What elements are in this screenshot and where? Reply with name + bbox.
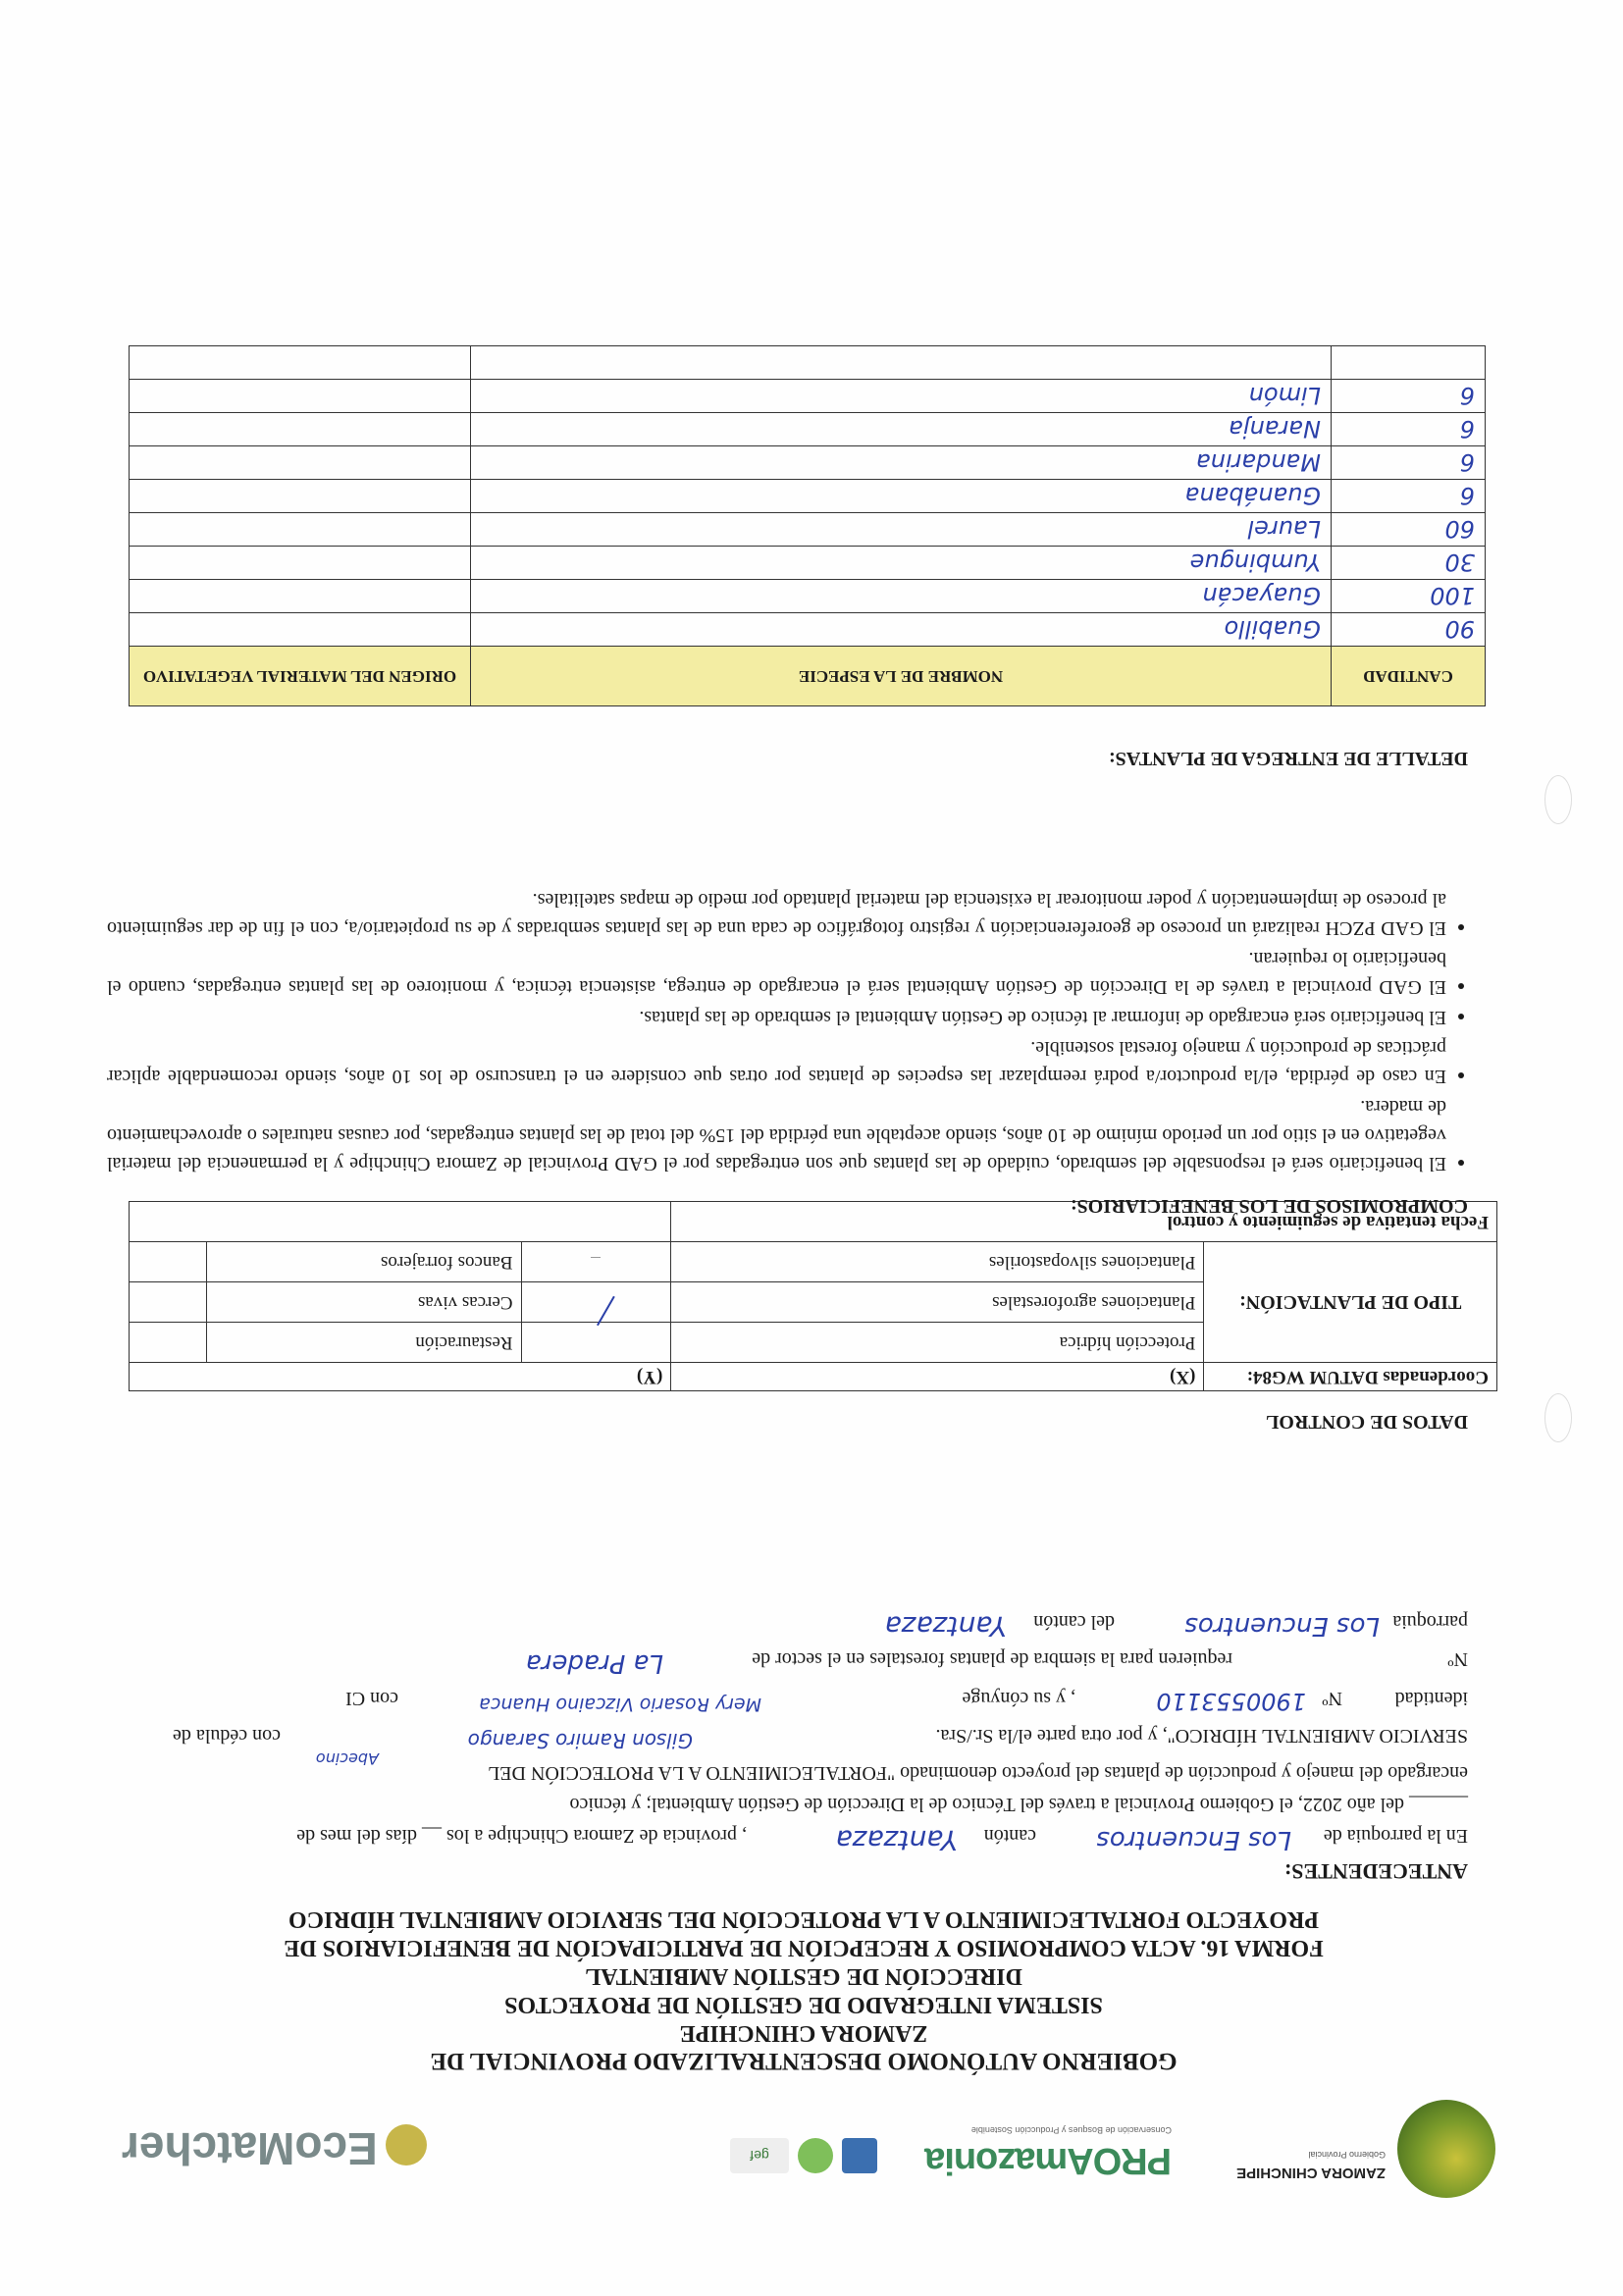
- checkbox-bancos-forrajeros: [130, 1242, 207, 1282]
- compromiso-item: • El GAD PZCH realizará un proceso de georeferenciación y registro fotográfico de cada una de las plantas sembradas y de su propietario/a, con el fin de dar seguimiento al proceso de implementación y poder monitorear la existencia del material plantado por medio de mapas satelitales.: [107, 885, 1446, 942]
- table-row: 6 Naranja: [130, 413, 1486, 446]
- proamazonia-logo: PROAmazonia Conservación de Bosques y Producción Sostenible: [925, 2125, 1172, 2181]
- col-origen-material: ORIGEN DEL MATERIAL VEGETATIVO: [130, 647, 471, 706]
- table-row: 30 Yumbingue: [130, 547, 1486, 580]
- coordinates-row: [130, 1363, 1497, 1391]
- compromiso-item: • El GAD provincial a través de la Dirección de Gestión Ambiental será el encargado de entrega, asistencia técnica, y monitoreo de las plantas entregadas, cuando el beneficiario lo requieran.: [107, 944, 1446, 1001]
- dash-mark-icon: [591, 1257, 601, 1258]
- fecha-seguimiento-label: Fecha tentativa de seguimiento y control: [671, 1202, 1497, 1242]
- coord-x: (X): [671, 1363, 1204, 1391]
- document-title: GOBIERNO AUTÓNOMO DESCENTRALIZADO PROVINCIAL DE ZAMORA CHINCHIPE SISTEMA INTEGRADO DE GESTIÓN DE PROYECTOS DIRECCIÓN DE GESTIÓN AMBIENTAL FORMA 16. ACTA COMPROMISO Y RECEPCIÓN DE PARTICIPACIÓN DE BENEFICIARIOS DE PROYECTO FORTALECIMIENTO A LA PROTECCIÓN DEL SERVICIO AMBIENTAL HÍDRICO: [284, 1906, 1324, 2074]
- antecedentes-heading: ANTECEDENTES:: [1283, 1859, 1468, 1884]
- ministry-logo-icon: [798, 2138, 833, 2173]
- zamora-emblem-icon: [1397, 2100, 1495, 2198]
- checkbox-plantaciones-silvopastoriles: [521, 1242, 671, 1282]
- punch-hole-mark: [1544, 1393, 1572, 1442]
- option-proteccion-hidrica: Protección hídrica: [671, 1323, 1204, 1363]
- antecedentes-line-4: SERVICIO AMBIENTAL HÍDRICO", y por otra parte el/la Sr./Sra. Gilson Ramiro Sarango Abecino con cédula de: [173, 1725, 1468, 1768]
- compromisos-list: [107, 883, 1468, 1177]
- option-restauracion: Restauración: [207, 1323, 522, 1363]
- handwritten-parroquia-2: Los Encuentros: [1184, 1611, 1380, 1641]
- antecedentes-line-6: Nº requieren para la siembra de plantas forestales en el sector de La Pradera: [525, 1648, 1468, 1678]
- zamora-chinchipe-logo: ZAMORA CHINCHIPE Gobierno Provincial: [1201, 2095, 1495, 2203]
- coord-label: Coordenadas DATUM WG84:: [1204, 1363, 1497, 1391]
- table-row: 100 Guayacán: [130, 580, 1486, 613]
- handwritten-spouse-name: Mery Rosario Vizcaino Huanca: [479, 1694, 761, 1715]
- tipo-plantacion-label: TIPO DE PLANTACIÓN:: [1204, 1242, 1497, 1363]
- punch-hole-mark: [1544, 775, 1572, 824]
- fecha-seguimiento-value: [130, 1202, 671, 1242]
- ecomatcher-logo: EcoMatcher: [122, 2122, 427, 2175]
- option-bancos-forrajeros: Bancos forrajeros: [207, 1242, 522, 1282]
- option-plantaciones-agroforestales: Plantaciones agroforestales: [671, 1282, 1204, 1323]
- ecomatcher-leaf-icon: [386, 2124, 427, 2166]
- compromiso-item: • El beneficiario será encargado de informar al técnico de Gestión Ambiental el sembrado de las plantas.: [107, 1003, 1446, 1031]
- col-cantidad: CANTIDAD: [1332, 647, 1486, 706]
- gef-logo: gef: [730, 2138, 789, 2173]
- undp-logo-icon: [842, 2138, 877, 2173]
- option-cercas-vivas: Cercas vivas: [207, 1282, 522, 1323]
- antecedentes-line-3: encargado del manejo y producción de plantas del proyecto denominado "FORTALECIMIENTO A LA PROTECCIÓN DEL: [488, 1762, 1468, 1784]
- checkbox-restauracion: [130, 1323, 207, 1363]
- coord-y: (Y): [130, 1363, 671, 1391]
- compromiso-item: • En caso de pérdida, el/la productor/a podrá reemplazar las especies de plantas por otras que considere en el transcurso de los 10 años, siendo recomendable aplicar prácticas de producción y manejo forestal sostenible.: [107, 1033, 1446, 1090]
- datos-control-heading: DATOS DE CONTROL: [1266, 1411, 1468, 1433]
- table-row: [130, 346, 1486, 380]
- handwritten-beneficiary-name: Gilson Ramiro Sarango: [467, 1729, 693, 1752]
- table-row: 6 Guanábana: [130, 480, 1486, 513]
- option-plantaciones-silvopastoriles: Plantaciones silvopastoriles: [671, 1242, 1204, 1282]
- checkbox-plantaciones-agroforestales: [521, 1282, 671, 1323]
- antecedentes-line-5: identidad Nº 1900553110 , y su cónyuge Mery Rosario Vizcaino Huanca con CI: [345, 1688, 1468, 1715]
- col-nombre-especie: NOMBRE DE LA ESPECIE: [471, 647, 1332, 706]
- control-table: [129, 1201, 1497, 1391]
- compromiso-item: • El beneficiario será el responsable del sembrado, cuidado de las plantas que son entregadas por el GAD Provincial de Zamora Chinchipe y la permanencia del material vegetativo en el sitio por un periodo mínimo de 10 años, siendo aceptable una pérdida del 15% del total de las plantas entregadas, por causas naturales o aprovechamiento de madera.: [107, 1092, 1446, 1177]
- table-row: 60 Laurel: [130, 513, 1486, 547]
- handwritten-beneficiary-name-2: Abecino: [315, 1749, 379, 1768]
- entrega-heading: DETALLE DE ENTREGA DE PLANTAS:: [1109, 748, 1468, 769]
- antecedentes-line-2: ______ del año 2022, el Gobierno Provincial a través del Técnico de la Dirección de Gestión Ambiental; y técnico: [569, 1794, 1468, 1815]
- handwritten-canton: Yantzaza: [835, 1824, 958, 1856]
- compromisos-heading: COMPROMISOS DE LOS BENEFICIARIOS:: [1070, 1195, 1468, 1217]
- antecedentes-line-7: parroquia Los Encuentros del cantón Yantzaza: [884, 1610, 1468, 1643]
- check-mark-icon: [577, 1284, 616, 1326]
- table-row: 6 Limón: [130, 380, 1486, 413]
- antecedentes-line-1: En la parroquia de Los Encuentros cantón Yantzaza , provincia de Zamora Chinchipe a los __ días del mes de: [296, 1824, 1468, 1856]
- handwritten-sector: La Pradera: [525, 1648, 663, 1678]
- checkbox-cercas-vivas: [130, 1282, 207, 1323]
- plants-header-row: [130, 647, 1486, 706]
- handwritten-ci-number: 1900553110: [1156, 1688, 1306, 1715]
- table-row: 6 Mandarina: [130, 446, 1486, 480]
- header-logos: [122, 2085, 1495, 2203]
- tipo-row-1: [130, 1323, 1497, 1363]
- table-row: 90 Guabillo: [130, 613, 1486, 647]
- checkbox-proteccion-hidrica: [521, 1323, 671, 1363]
- handwritten-parroquia: Los Encuentros: [1096, 1825, 1291, 1854]
- handwritten-canton-2: Yantzaza: [884, 1610, 1007, 1643]
- plants-table: [129, 345, 1486, 706]
